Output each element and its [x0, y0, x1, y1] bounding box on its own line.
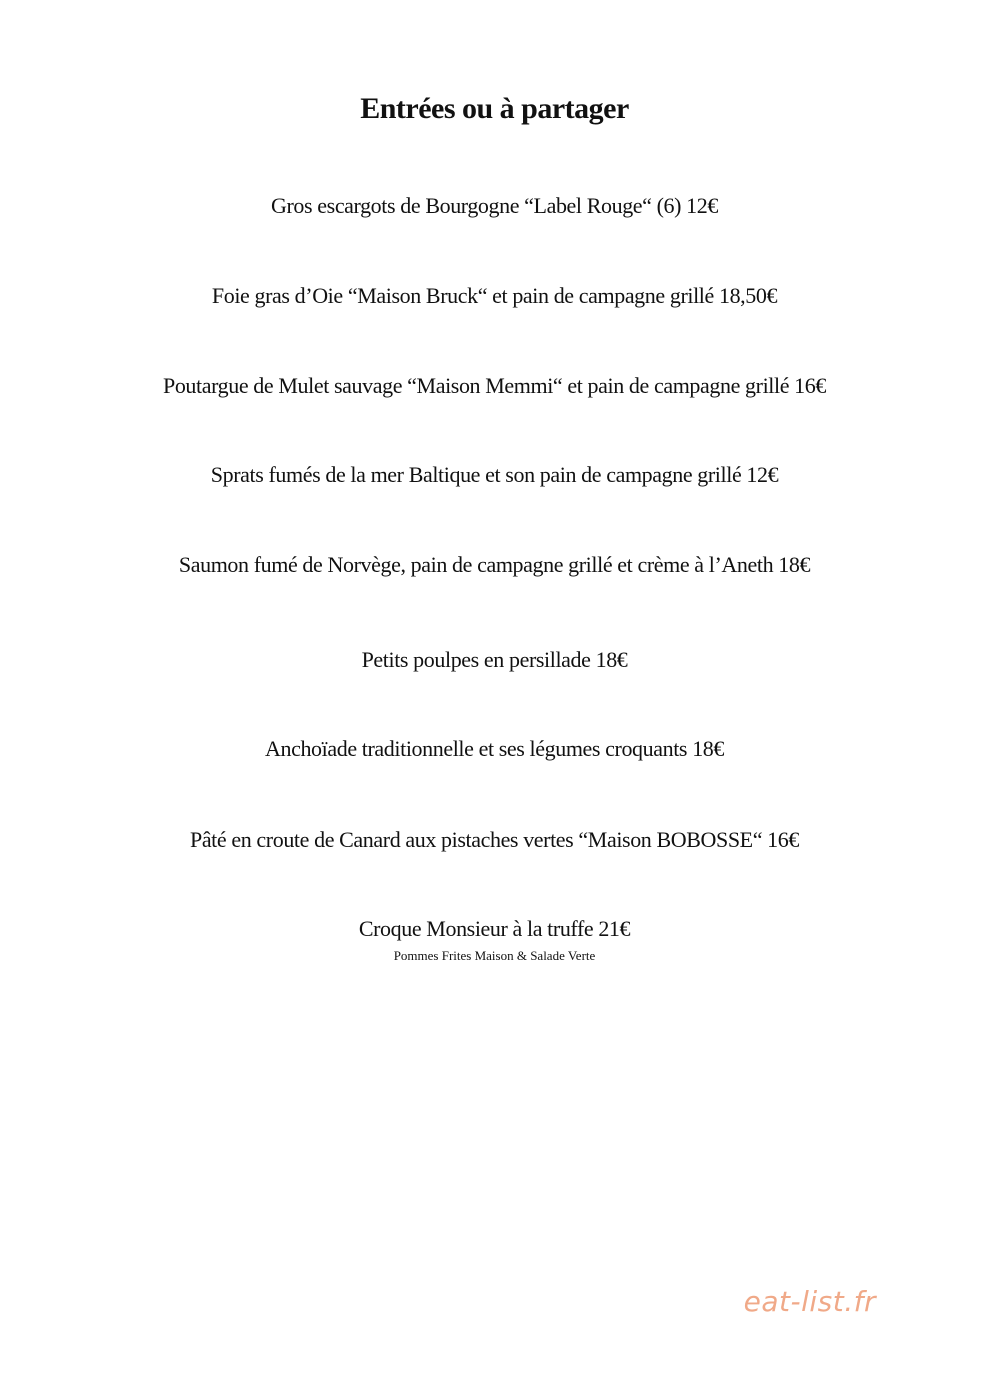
menu-item-sprats: Sprats fumés de la mer Baltique et son pain de campagne grillé 12€ — [210, 462, 779, 487]
menu-item-poulpes: Petits poulpes en persillade 18€ — [361, 647, 628, 672]
menu-item-croque-monsieur-name: Croque Monsieur à la truffe 21€ — [358, 916, 631, 941]
menu-title: Entrées ou à partager — [360, 92, 629, 125]
menu-item-anchoiade: Anchoïade traditionnelle et ses légumes croquants 18€ — [265, 736, 724, 761]
watermark: eat-list.fr — [743, 1285, 876, 1318]
menu-item-pate-en-croute: Pâté en croute de Canard aux pistaches vertes “Maison BOBOSSE“ 16€ — [189, 827, 799, 852]
menu-item-croque-monsieur-sides: Pommes Frites Maison & Salade Verte — [393, 948, 596, 963]
menu-item-saumon: Saumon fumé de Norvège, pain de campagne grillé et crème à l’Aneth 18€ — [178, 552, 811, 577]
menu-item-escargots: Gros escargots de Bourgogne “Label Rouge“ (6) 12€ — [271, 193, 718, 218]
menu-item-foie-gras: Foie gras d’Oie “Maison Bruck“ et pain de campagne grillé 18,50€ — [211, 283, 778, 308]
menu-item-croque-monsieur — [0, 916, 989, 964]
menu-item-poutargue: Poutargue de Mulet sauvage “Maison Memmi“ et pain de campagne grillé 16€ — [163, 373, 826, 398]
